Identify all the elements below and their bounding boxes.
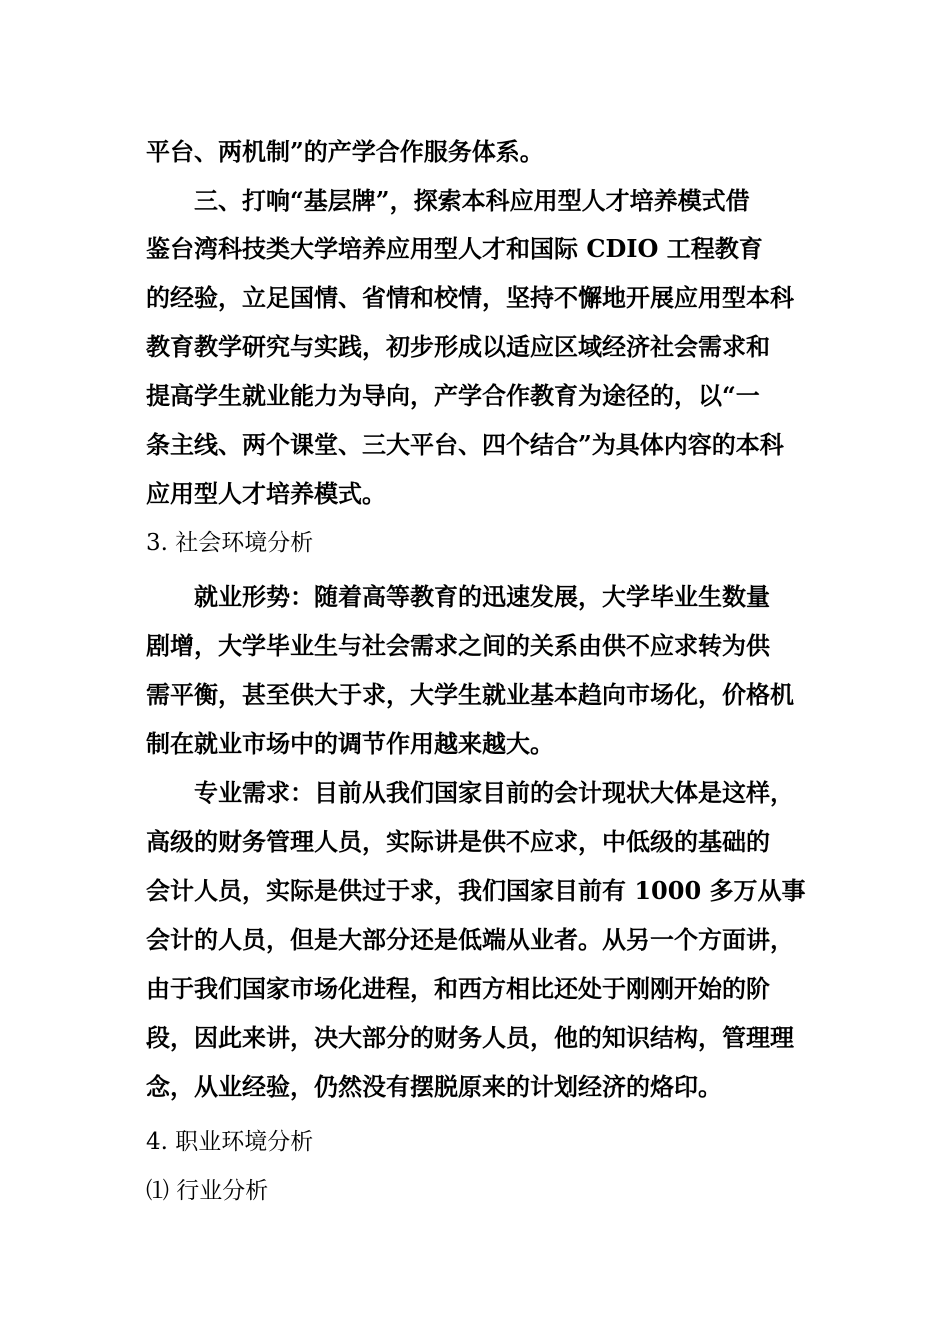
subsection-heading: ⑴ 行业分析 (146, 1178, 269, 1204)
paragraph-line: 提高学生就业能力为导向，产学合作教育为途径的，以“一 (146, 381, 760, 410)
paragraph-line: 条主线、两个课堂、三大平台、四个结合”为具体内容的本科 (146, 430, 784, 459)
paragraph-line: 由于我们国家市场化进程，和西方相比还处于刚刚开始的阶 (146, 974, 770, 1003)
section-heading: 4. 职业环境分析 (146, 1129, 314, 1155)
paragraph-line: 剧增，大学毕业生与社会需求之间的关系由供不应求转为供 (146, 631, 770, 660)
paragraph-line: 就业形势：随着高等教育的迅速发展，大学毕业生数量 (194, 582, 770, 611)
paragraph-line: 会计的人员，但是大部分还是低端从业者。从另一个方面讲， (146, 925, 794, 954)
paragraph-line: 鉴台湾科技类大学培养应用型人才和国际 CDIO 工程教育 (146, 234, 763, 263)
paragraph-line: 需平衡，甚至供大于求，大学生就业基本趋向市场化，价格机 (146, 680, 794, 709)
paragraph-line: 平台、两机制”的产学合作服务体系。 (146, 137, 544, 166)
paragraph-line: 会计人员，实际是供过于求，我们国家目前有 1000 多万从事 (146, 876, 806, 905)
paragraph-line: 念，从业经验，仍然没有摆脱原来的计划经济的烙印。 (146, 1072, 722, 1101)
paragraph-line: 专业需求：目前从我们国家目前的会计现状大体是这样， (194, 778, 794, 807)
section-heading: 3. 社会环境分析 (146, 530, 314, 556)
paragraph-line: 段，因此来讲，决大部分的财务人员，他的知识结构，管理理 (146, 1023, 794, 1052)
paragraph-line: 应用型人才培养模式。 (146, 479, 386, 508)
paragraph-line: 三、打响“基层牌”，探索本科应用型人才培养模式借 (194, 186, 750, 215)
paragraph-line: 教育教学研究与实践，初步形成以适应区域经济社会需求和 (146, 332, 770, 361)
paragraph-line: 高级的财务管理人员，实际讲是供不应求，中低级的基础的 (146, 827, 770, 856)
paragraph-line: 的经验，立足国情、省情和校情，坚持不懈地开展应用型本科 (146, 283, 794, 312)
paragraph-line: 制在就业市场中的调节作用越来越大。 (146, 729, 554, 758)
